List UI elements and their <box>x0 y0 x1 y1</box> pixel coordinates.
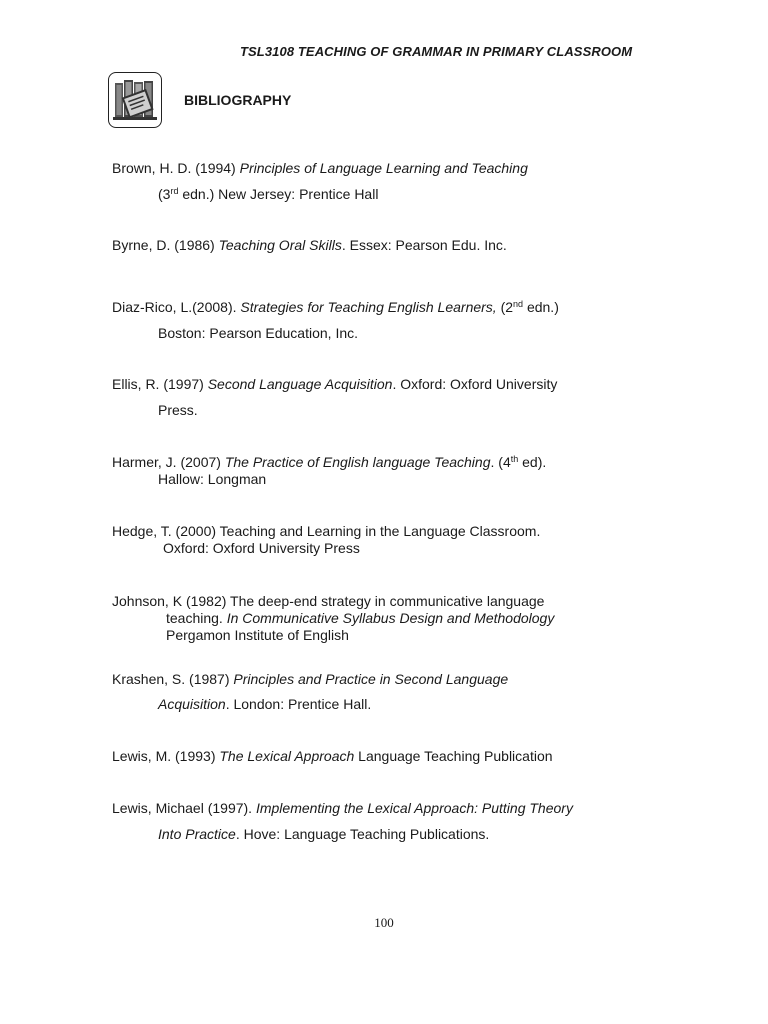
reference-line: Harmer, J. (2007) The Practice of English language Teaching. (4th ed). <box>112 454 547 470</box>
reference-line: Ellis, R. (1997) Second Language Acquisition. Oxford: Oxford University <box>112 376 558 392</box>
running-header: TSL3108 TEACHING OF GRAMMAR IN PRIMARY CLASSROOM <box>240 44 633 59</box>
reference-line: Boston: Pearson Education, Inc. <box>158 325 359 341</box>
reference-line: Lewis, Michael (1997). Implementing the Lexical Approach: Putting Theory <box>112 800 573 816</box>
section-title: BIBLIOGRAPHY <box>184 92 292 108</box>
reference-line: teaching. In Communicative Syllabus Design and Methodology <box>166 610 555 626</box>
reference-line: Johnson, K (1982) The deep-end strategy in communicative language <box>112 593 545 609</box>
reference-line: Brown, H. D. (1994) Principles of Language Learning and Teaching <box>112 160 528 176</box>
reference-line: Oxford: Oxford University Press <box>163 540 360 556</box>
reference-line: Byrne, D. (1986) Teaching Oral Skills. Essex: Pearson Edu. Inc. <box>112 237 507 253</box>
reference-line: Hallow: Longman <box>158 471 267 487</box>
reference-line: Into Practice. Hove: Language Teaching Publications. <box>158 826 490 842</box>
reference-line: Acquisition. London: Prentice Hall. <box>158 696 372 712</box>
books-icon <box>108 72 162 128</box>
reference-line: Hedge, T. (2000) Teaching and Learning in the Language Classroom. <box>112 523 541 539</box>
page-number: 100 <box>374 915 394 930</box>
reference-line: Lewis, M. (1993) The Lexical Approach Language Teaching Publication <box>112 748 553 764</box>
reference-line: Pergamon Institute of English <box>166 627 349 643</box>
reference-line: (3rd edn.) New Jersey: Prentice Hall <box>158 186 379 202</box>
reference-line: Press. <box>158 402 198 418</box>
reference-line: Diaz-Rico, L.(2008). Strategies for Teaching English Learners, (2nd edn.) <box>112 299 559 315</box>
reference-line: Krashen, S. (1987) Principles and Practice in Second Language <box>112 671 509 687</box>
